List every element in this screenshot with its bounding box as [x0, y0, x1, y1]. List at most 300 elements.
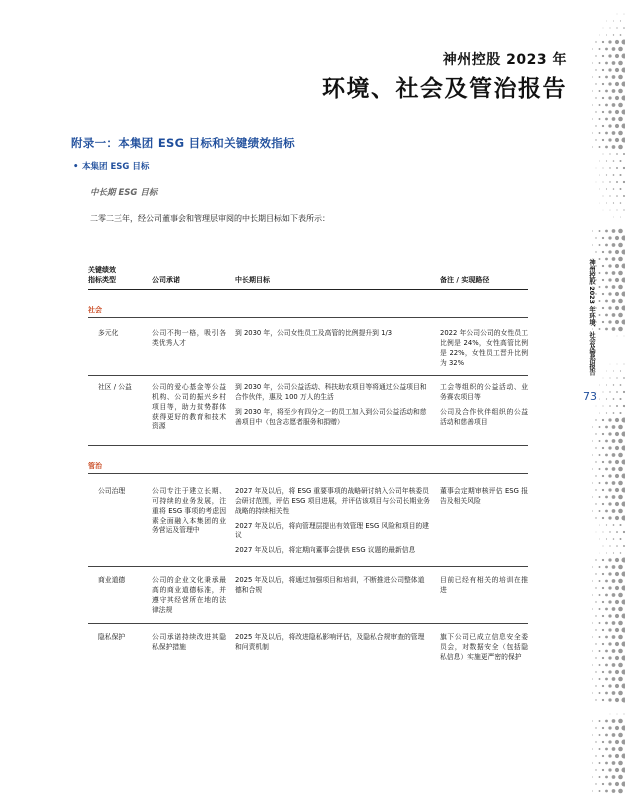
- halftone-dot: [602, 769, 604, 771]
- remark-item: 公司及合作伙伴组织的公益活动和慈善项目: [440, 407, 528, 426]
- halftone-dot: [618, 495, 623, 500]
- halftone-dot: [608, 656, 611, 659]
- halftone-dot: [592, 623, 593, 624]
- halftone-dot: [599, 146, 601, 148]
- row-commitment: 公司的爱心基金等公益机构、公司的振兴乡村项目等，助力贫势群体获得更好的教育和技术资源: [152, 383, 226, 431]
- halftone-dot: [620, 370, 621, 371]
- halftone-dot: [602, 727, 604, 729]
- halftone-dot: [615, 68, 619, 72]
- halftone-dot: [605, 272, 608, 275]
- halftone-dot: [621, 137, 625, 142]
- halftone-dot: [612, 103, 616, 107]
- halftone-dot: [595, 755, 596, 756]
- halftone-dot: [595, 139, 596, 140]
- halftone-dot: [605, 104, 608, 107]
- halftone-dot: [605, 776, 608, 779]
- halftone-dot: [595, 97, 596, 98]
- halftone-dot: [617, 14, 618, 15]
- remark-item: 目前已经有相关的培训在推进: [440, 576, 528, 594]
- halftone-dot: [599, 300, 601, 302]
- halftone-dot: [613, 34, 614, 35]
- header-category: [88, 265, 116, 285]
- halftone-dot: [618, 285, 623, 290]
- halftone-dot: [602, 447, 604, 449]
- halftone-dot: [616, 153, 618, 155]
- halftone-dot: [616, 167, 618, 169]
- halftone-dot: [602, 531, 603, 532]
- halftone-dot: [606, 412, 607, 413]
- remark-item: 工会等组织的公益活动、业务赛农项目等: [440, 383, 528, 401]
- halftone-dot: [621, 487, 625, 492]
- halftone-dot: [612, 733, 616, 737]
- header-category-line2: 指标类型: [88, 276, 116, 285]
- row-targets: [235, 329, 431, 344]
- row-targets: [235, 633, 431, 658]
- halftone-dot: [619, 412, 621, 414]
- halftone-dot: [592, 777, 593, 778]
- halftone-dot: [608, 474, 611, 477]
- halftone-dot: [618, 607, 623, 612]
- row-rule: [88, 445, 528, 446]
- halftone-dot: [599, 385, 600, 386]
- page-number: 73: [583, 390, 597, 403]
- halftone-dot: [612, 789, 616, 793]
- halftone-dot: [595, 461, 596, 462]
- halftone-dot: [599, 104, 601, 106]
- halftone-dot: [602, 237, 604, 239]
- halftone-dot: [618, 313, 623, 318]
- halftone-dot: [608, 264, 611, 267]
- halftone-dot: [608, 614, 611, 617]
- halftone-dot: [608, 600, 611, 603]
- halftone-dot: [608, 54, 611, 57]
- halftone-dot: [612, 761, 616, 765]
- halftone-dot: [606, 160, 607, 161]
- halftone-dot: [619, 398, 621, 400]
- halftone-dot: [618, 299, 623, 304]
- halftone-dot: [612, 495, 616, 499]
- halftone-dot: [624, 336, 625, 337]
- halftone-dot: [608, 488, 611, 491]
- halftone-dot: [608, 110, 611, 113]
- halftone-dot: [605, 132, 608, 135]
- halftone-dot: [620, 20, 621, 21]
- halftone-dot: [599, 566, 601, 568]
- halftone-dot: [603, 154, 604, 155]
- halftone-dot: [612, 509, 616, 513]
- halftone-dot: [599, 62, 601, 64]
- halftone-dot: [599, 314, 601, 316]
- halftone-dot: [610, 714, 611, 715]
- halftone-dot: [599, 426, 601, 428]
- halftone-dot: [612, 117, 616, 121]
- halftone-dot: [608, 306, 611, 309]
- halftone-dot: [605, 300, 608, 303]
- halftone-dot: [602, 559, 604, 561]
- halftone-dot: [602, 251, 604, 253]
- halftone-dot: [599, 328, 601, 330]
- halftone-dot: [615, 726, 619, 730]
- halftone-dot: [592, 581, 593, 582]
- halftone-dot: [596, 532, 597, 533]
- halftone-dot: [592, 105, 593, 106]
- halftone-dot: [599, 258, 601, 260]
- row-commitment: 公司的企业文化秉承最高的商业道德标准，并遵守其经营所在地的法律法规: [152, 576, 226, 614]
- halftone-dot: [602, 97, 604, 99]
- halftone-dot: [596, 168, 597, 169]
- halftone-dot: [620, 188, 622, 190]
- halftone-dot: [599, 776, 601, 778]
- halftone-dot: [605, 790, 608, 793]
- halftone-dot: [621, 109, 625, 114]
- halftone-dot: [606, 384, 607, 385]
- halftone-dot: [608, 418, 611, 421]
- halftone-dot: [596, 406, 597, 407]
- halftone-dot: [602, 69, 604, 71]
- halftone-dot: [608, 754, 611, 757]
- halftone-dot: [602, 83, 604, 85]
- halftone-dot: [612, 453, 616, 457]
- halftone-dot: [618, 691, 623, 696]
- halftone-dot: [595, 671, 596, 672]
- halftone-dot: [592, 721, 593, 722]
- halftone-dot: [595, 41, 596, 42]
- subheading: 中长期 ESG 目标: [90, 188, 158, 198]
- header-rule: [88, 289, 528, 290]
- halftone-dot: [599, 608, 601, 610]
- halftone-dot: [624, 14, 625, 15]
- halftone-dot: [616, 27, 617, 28]
- halftone-dot: [608, 726, 611, 729]
- halftone-dot: [608, 572, 611, 575]
- halftone-dot: [605, 678, 608, 681]
- halftone-dot: [613, 174, 615, 176]
- remark-item: 2022 年公司公司的女性员工比例是 24%，女性高管比例是 22%，女性员工晋升比例为 32%: [440, 329, 528, 367]
- halftone-dot: [609, 153, 610, 154]
- halftone-dot: [605, 720, 608, 723]
- halftone-dot: [592, 441, 593, 442]
- halftone-dot: [613, 524, 615, 526]
- halftone-dot: [606, 34, 607, 35]
- halftone-dot: [621, 641, 625, 646]
- halftone-dot: [608, 586, 611, 589]
- halftone-dot: [615, 306, 619, 310]
- halftone-dot: [595, 769, 596, 770]
- halftone-dot: [592, 651, 593, 652]
- halftone-dot: [615, 236, 619, 240]
- halftone-dot: [605, 454, 608, 457]
- halftone-dot: [618, 89, 623, 94]
- halftone-dot: [599, 622, 601, 624]
- halftone-dot: [621, 53, 625, 58]
- halftone-dot: [592, 791, 593, 792]
- halftone-dot: [612, 691, 616, 695]
- row-remarks: [440, 383, 528, 432]
- halftone-dot: [602, 657, 604, 659]
- halftone-dot: [615, 278, 619, 282]
- halftone-dot: [612, 593, 616, 597]
- halftone-dot: [618, 243, 623, 248]
- halftone-dot: [605, 314, 608, 317]
- halftone-dot: [612, 481, 616, 485]
- row-rule: [88, 623, 528, 624]
- halftone-dot: [595, 83, 596, 84]
- halftone-dot: [603, 546, 604, 547]
- halftone-dot: [612, 579, 616, 583]
- halftone-dot: [592, 763, 593, 764]
- halftone-dot: [619, 174, 621, 176]
- halftone-dot: [595, 251, 596, 252]
- halftone-dot: [595, 741, 596, 742]
- halftone-dot: [599, 496, 601, 498]
- halftone-dot: [595, 69, 596, 70]
- halftone-dot: [599, 118, 601, 120]
- halftone-dot: [612, 425, 616, 429]
- halftone-dot: [621, 725, 625, 730]
- halftone-dot: [606, 188, 607, 189]
- halftone-dot: [599, 678, 601, 680]
- halftone-dot: [615, 124, 619, 128]
- halftone-dot: [602, 587, 604, 589]
- halftone-dot: [619, 524, 621, 526]
- halftone-dot: [602, 741, 604, 743]
- halftone-dot: [615, 642, 619, 646]
- halftone-dot: [615, 516, 619, 520]
- row-targets: [235, 383, 431, 432]
- halftone-dot: [624, 364, 625, 365]
- halftone-dot: [618, 775, 623, 780]
- halftone-dot: [592, 231, 593, 232]
- halftone-dot: [595, 601, 596, 602]
- halftone-dot: [618, 453, 623, 458]
- halftone-dot: [608, 320, 611, 323]
- halftone-dot: [608, 68, 611, 71]
- halftone-dot: [616, 545, 618, 547]
- halftone-dot: [599, 90, 601, 92]
- appendix-title: 附录一：本集团 ESG 目标和关键绩效指标: [71, 136, 295, 150]
- halftone-dot: [612, 285, 616, 289]
- halftone-dot: [621, 249, 625, 254]
- bullet-icon: •: [73, 162, 79, 172]
- halftone-dot: [599, 664, 601, 666]
- halftone-dot: [616, 195, 618, 197]
- halftone-dot: [621, 613, 625, 618]
- halftone-dot: [621, 669, 625, 674]
- halftone-dot: [602, 55, 604, 57]
- halftone-dot: [592, 637, 593, 638]
- halftone-dot: [605, 286, 608, 289]
- halftone-dot: [621, 767, 625, 772]
- halftone-dot: [602, 111, 604, 113]
- halftone-dot: [617, 336, 618, 337]
- halftone-dot: [608, 558, 611, 561]
- halftone-dot: [612, 145, 616, 149]
- halftone-dot: [612, 663, 616, 667]
- halftone-dot: [605, 328, 608, 331]
- halftone-dot: [621, 473, 625, 478]
- halftone-dot: [602, 321, 604, 323]
- halftone-dot: [605, 482, 608, 485]
- halftone-dot: [592, 91, 593, 92]
- halftone-dot: [612, 89, 616, 93]
- halftone-dot: [605, 608, 608, 611]
- halftone-dot: [595, 503, 596, 504]
- halftone-dot: [610, 210, 611, 211]
- halftone-dot: [615, 138, 619, 142]
- target-item: 到 2030 年，公司女性员工及高管的比例提升到 1/3: [235, 329, 393, 337]
- halftone-dot: [605, 594, 608, 597]
- section-social: 社会: [88, 306, 102, 314]
- halftone-dot: [616, 405, 618, 407]
- halftone-dot: [596, 182, 597, 183]
- halftone-dot: [613, 384, 614, 385]
- halftone-dot: [595, 783, 596, 784]
- halftone-dot: [609, 377, 610, 378]
- halftone-dot: [608, 278, 611, 281]
- halftone-dot: [602, 265, 604, 267]
- halftone-dot: [592, 511, 593, 512]
- target-item: 2027 年及以后，将 ESG 重要事项的战略研讨纳入公司年核委员会研讨范围，评估 ESG 项目进展，并评估该项目与公司长期业务战略的持续相关性: [235, 487, 430, 515]
- row-remarks: [440, 633, 528, 668]
- halftone-dot: [592, 77, 593, 78]
- target-item: 到 2030 年，将至少有四分之一的员工加入到公司公益活动和慈善项目中（包含志愿者服务和捐赠）: [235, 407, 427, 426]
- halftone-dot: [602, 293, 604, 295]
- halftone-dot: [612, 327, 616, 331]
- halftone-dot: [621, 291, 625, 296]
- halftone-dot: [605, 636, 608, 639]
- halftone-dot: [608, 460, 611, 463]
- halftone-dot: [608, 502, 611, 505]
- halftone-dot: [618, 761, 623, 766]
- halftone-dot: [620, 552, 621, 553]
- halftone-dot: [606, 524, 607, 525]
- halftone-dot: [609, 391, 610, 392]
- halftone-dot: [592, 469, 593, 470]
- halftone-dot: [612, 229, 616, 233]
- halftone-dot: [592, 595, 593, 596]
- halftone-dot: [599, 189, 600, 190]
- halftone-dot: [613, 188, 615, 190]
- halftone-dot: [605, 664, 608, 667]
- halftone-dot: [617, 714, 618, 715]
- target-item: 到 2030 年，公司公益活动、科扶助农项目等将通过公益项目和合作伙伴，惠及 100 万人的生活: [235, 383, 427, 401]
- halftone-dot: [599, 692, 601, 694]
- halftone-dot: [618, 117, 623, 122]
- row-commitment: 公司承诺持续改进其隐私保护措施: [152, 633, 226, 651]
- row-rule: [88, 566, 528, 567]
- halftone-dot: [602, 433, 604, 435]
- halftone-dot: [595, 111, 596, 112]
- halftone-dot: [608, 96, 611, 99]
- halftone-dot: [608, 516, 611, 519]
- halftone-dot: [615, 754, 619, 758]
- halftone-dot: [599, 720, 601, 722]
- halftone-dot: [606, 371, 607, 372]
- header-commitment: 公司承诺: [152, 276, 180, 284]
- halftone-dot: [605, 622, 608, 625]
- halftone-dot: [592, 497, 593, 498]
- halftone-dot: [606, 538, 607, 539]
- halftone-dot: [615, 614, 619, 618]
- halftone-dot: [618, 425, 623, 430]
- halftone-dot: [595, 237, 596, 238]
- halftone-dot: [605, 426, 608, 429]
- halftone-dot: [605, 650, 608, 653]
- halftone-dot: [621, 81, 625, 86]
- section-rule: [88, 317, 528, 318]
- remark-item: 旗下公司已成立信息安全委员会，对数据安全（包括隐私信息）实施更严密的保护: [440, 633, 528, 661]
- halftone-dot: [618, 481, 623, 486]
- row-targets: [235, 487, 431, 561]
- halftone-dot: [602, 685, 604, 687]
- halftone-dot: [602, 615, 604, 617]
- side-report-label: 神州控股 2023 年环境、社会及管治报告: [588, 259, 595, 376]
- halftone-dot: [608, 138, 611, 141]
- halftone-dot: [618, 733, 623, 738]
- halftone-dot: [599, 230, 601, 232]
- halftone-dot: [609, 545, 610, 546]
- halftone-dot: [612, 47, 616, 51]
- halftone-dot: [618, 663, 623, 668]
- halftone-dot: [592, 147, 593, 148]
- header-category-line1: 关键绩效: [88, 266, 116, 274]
- halftone-dot: [610, 364, 611, 365]
- halftone-dot: [616, 391, 618, 393]
- halftone-dot: [608, 684, 611, 687]
- halftone-dot: [599, 440, 601, 442]
- halftone-dot: [612, 467, 616, 471]
- halftone-dot: [595, 55, 596, 56]
- halftone-dot: [605, 580, 608, 583]
- halftone-dot: [621, 515, 625, 520]
- halftone-dot: [609, 181, 610, 182]
- halftone-dot: [615, 460, 619, 464]
- halftone-dot: [592, 63, 593, 64]
- halftone-dot: [613, 202, 614, 203]
- halftone-dot: [621, 683, 625, 688]
- halftone-dot: [615, 628, 619, 632]
- halftone-dot: [618, 621, 623, 626]
- halftone-dot: [602, 489, 604, 491]
- halftone-dot: [618, 47, 623, 52]
- halftone-dot: [592, 609, 593, 610]
- halftone-dot: [615, 768, 619, 772]
- halftone-dot: [608, 628, 611, 631]
- halftone-dot: [602, 503, 604, 505]
- halftone-dot: [599, 636, 601, 638]
- halftone-dot: [616, 531, 618, 533]
- halftone-dot: [612, 61, 616, 65]
- halftone-dot: [615, 54, 619, 58]
- halftone-dot: [616, 377, 617, 378]
- halftone-dot: [615, 684, 619, 688]
- halftone-dot: [609, 167, 610, 168]
- halftone-dot: [608, 82, 611, 85]
- halftone-dot: [599, 76, 601, 78]
- halftone-dot: [618, 635, 623, 640]
- halftone-dot: [612, 271, 616, 275]
- halftone-dot: [615, 670, 619, 674]
- halftone-dot: [595, 615, 596, 616]
- section-governance: 管治: [88, 462, 102, 470]
- halftone-dot: [621, 235, 625, 240]
- halftone-dot: [608, 40, 611, 43]
- halftone-dot: [621, 459, 625, 464]
- halftone-dot: [615, 250, 619, 254]
- halftone-dot: [595, 489, 596, 490]
- halftone-dot: [606, 174, 607, 175]
- halftone-dot: [605, 510, 608, 513]
